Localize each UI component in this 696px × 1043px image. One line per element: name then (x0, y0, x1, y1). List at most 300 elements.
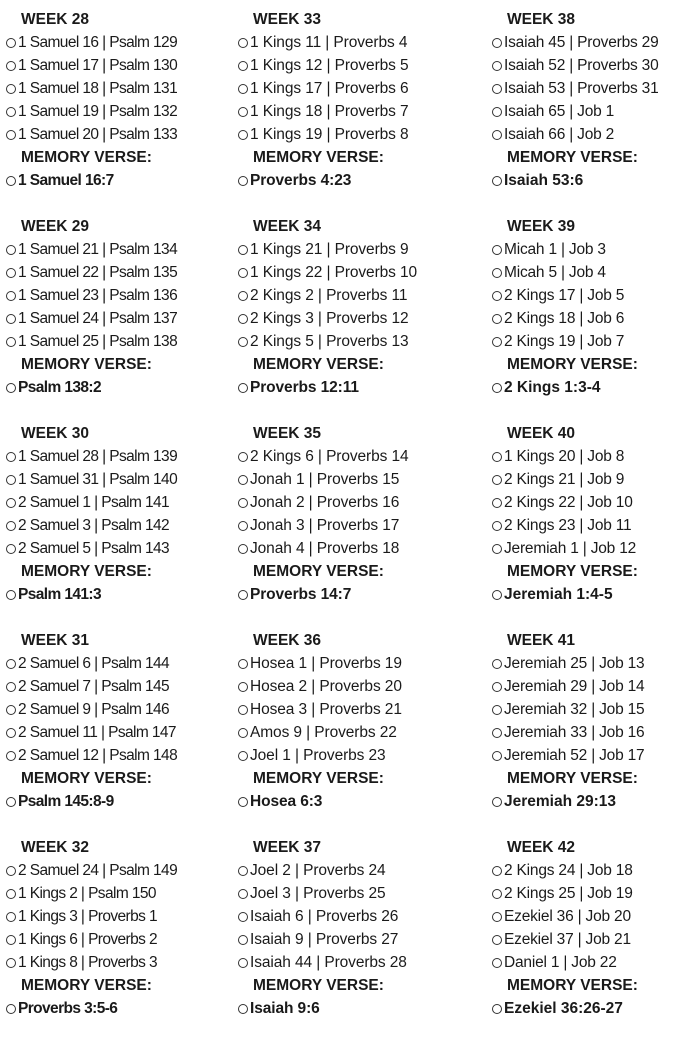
memory-verse-label: MEMORY VERSE: (21, 149, 152, 166)
memory-verse-label: MEMORY VERSE: (253, 563, 384, 580)
reading-row (238, 123, 488, 146)
reading-checkbox-circle-icon[interactable] (6, 935, 16, 945)
reading-row (238, 330, 488, 353)
memory-verse-row (6, 997, 234, 1020)
reading-checkbox-circle-icon[interactable] (6, 866, 16, 876)
reading-text: 2 Kings 19 | Job 7 (504, 333, 625, 350)
reading-text: Jeremiah 33 | Job 16 (504, 724, 645, 741)
reading-text: 1 Samuel 24 | Psalm 137 (18, 310, 178, 327)
reading-row (6, 307, 234, 330)
reading-row (6, 54, 234, 77)
memory-verse-row (492, 169, 696, 192)
week-title: WEEK 41 (507, 632, 576, 649)
reading-text: Ezekiel 36 | Job 20 (504, 908, 631, 925)
reading-text: 1 Kings 6 | Proverbs 2 (18, 931, 158, 948)
reading-row (6, 698, 234, 721)
reading-checkbox-circle-icon[interactable] (492, 682, 502, 692)
reading-checkbox-circle-icon[interactable] (238, 337, 248, 347)
memory-verse-reference: Proverbs 14:7 (250, 586, 352, 603)
reading-checkbox-circle-icon[interactable] (6, 498, 16, 508)
week-title: WEEK 42 (507, 839, 576, 856)
week-block (6, 215, 234, 422)
week-title: WEEK 37 (253, 839, 322, 856)
memory-verse-checkbox-circle-icon[interactable] (238, 590, 248, 600)
memory-verse-checkbox-circle-icon[interactable] (492, 590, 502, 600)
reading-checkbox-circle-icon[interactable] (6, 544, 16, 554)
reading-text: Isaiah 66 | Job 2 (504, 126, 615, 143)
column-2 (238, 8, 488, 1043)
memory-verse-row (238, 583, 488, 606)
reading-checkbox-circle-icon[interactable] (238, 544, 248, 554)
reading-checkbox-circle-icon[interactable] (6, 84, 16, 94)
reading-row (238, 238, 488, 261)
reading-checkbox-circle-icon[interactable] (492, 751, 502, 761)
reading-row (238, 54, 488, 77)
reading-checkbox-circle-icon[interactable] (238, 751, 248, 761)
reading-text: 2 Kings 2 | Proverbs 11 (250, 287, 408, 304)
reading-row (238, 882, 488, 905)
reading-text: 2 Kings 18 | Job 6 (504, 310, 625, 327)
reading-checkbox-circle-icon[interactable] (6, 130, 16, 140)
reading-row (492, 307, 696, 330)
reading-text: Amos 9 | Proverbs 22 (250, 724, 397, 741)
reading-checkbox-circle-icon[interactable] (492, 107, 502, 117)
reading-checkbox-circle-icon[interactable] (6, 452, 16, 462)
reading-checkbox-circle-icon[interactable] (6, 61, 16, 71)
reading-row (492, 675, 696, 698)
reading-text: 1 Kings 2 | Psalm 150 (18, 885, 156, 902)
reading-row (6, 721, 234, 744)
reading-text: 2 Kings 22 | Job 10 (504, 494, 633, 511)
week-title: WEEK 32 (21, 839, 90, 856)
reading-row (492, 445, 696, 468)
reading-row (6, 491, 234, 514)
memory-verse-label: MEMORY VERSE: (253, 149, 384, 166)
reading-checkbox-circle-icon[interactable] (238, 889, 248, 899)
reading-text: Micah 5 | Job 4 (504, 264, 606, 281)
reading-checkbox-circle-icon[interactable] (492, 866, 502, 876)
memory-verse-reference: Ezekiel 36:26-27 (504, 1000, 623, 1017)
reading-text: Joel 2 | Proverbs 24 (250, 862, 386, 879)
reading-row (492, 859, 696, 882)
reading-text: 1 Samuel 22 | Psalm 135 (18, 264, 178, 281)
week-title: WEEK 38 (507, 11, 576, 28)
reading-text: 2 Samuel 5 | Psalm 143 (18, 540, 170, 557)
reading-checkbox-circle-icon[interactable] (6, 912, 16, 922)
reading-checkbox-circle-icon[interactable] (238, 866, 248, 876)
reading-row (238, 744, 488, 767)
reading-text: 1 Samuel 20 | Psalm 133 (18, 126, 178, 143)
week-block (492, 836, 696, 1043)
memory-verse-checkbox-circle-icon[interactable] (6, 797, 16, 807)
reading-row (238, 698, 488, 721)
reading-text: 1 Samuel 19 | Psalm 132 (18, 103, 178, 120)
memory-verse-row (238, 169, 488, 192)
reading-checkbox-circle-icon[interactable] (492, 291, 502, 301)
reading-row (6, 284, 234, 307)
reading-text: 2 Samuel 3 | Psalm 142 (18, 517, 170, 534)
reading-row (238, 445, 488, 468)
week-block (6, 422, 234, 629)
memory-verse-reference: Proverbs 4:23 (250, 172, 352, 189)
reading-checkbox-circle-icon[interactable] (238, 475, 248, 485)
reading-row (238, 77, 488, 100)
memory-verse-row (6, 169, 234, 192)
week-title: WEEK 36 (253, 632, 322, 649)
reading-checkbox-circle-icon[interactable] (238, 291, 248, 301)
reading-checkbox-circle-icon[interactable] (238, 38, 248, 48)
reading-checkbox-circle-icon[interactable] (6, 705, 16, 715)
reading-row (6, 445, 234, 468)
reading-checkbox-circle-icon[interactable] (492, 130, 502, 140)
reading-text: Jeremiah 52 | Job 17 (504, 747, 645, 764)
reading-text: Isaiah 9 | Proverbs 27 (250, 931, 399, 948)
reading-row (492, 31, 696, 54)
reading-checkbox-circle-icon[interactable] (492, 935, 502, 945)
reading-checkbox-circle-icon[interactable] (492, 84, 502, 94)
reading-text: Isaiah 52 | Proverbs 30 (504, 57, 659, 74)
reading-checkbox-circle-icon[interactable] (6, 245, 16, 255)
reading-checkbox-circle-icon[interactable] (238, 314, 248, 324)
reading-checkbox-circle-icon[interactable] (6, 314, 16, 324)
memory-verse-row (238, 376, 488, 399)
reading-text: Joel 1 | Proverbs 23 (250, 747, 386, 764)
reading-row (6, 537, 234, 560)
memory-verse-checkbox-circle-icon[interactable] (238, 1004, 248, 1014)
week-title: WEEK 35 (253, 425, 322, 442)
reading-checkbox-circle-icon[interactable] (492, 705, 502, 715)
reading-text: Isaiah 53 | Proverbs 31 (504, 80, 659, 97)
reading-text: Jonah 1 | Proverbs 15 (250, 471, 400, 488)
reading-checkbox-circle-icon[interactable] (6, 268, 16, 278)
week-block (492, 629, 696, 836)
memory-verse-checkbox-circle-icon[interactable] (492, 1004, 502, 1014)
week-block (238, 422, 488, 629)
memory-verse-reference: Jeremiah 1:4-5 (504, 586, 613, 603)
reading-row (238, 859, 488, 882)
reading-checkbox-circle-icon[interactable] (492, 544, 502, 554)
reading-text: Ezekiel 37 | Job 21 (504, 931, 631, 948)
reading-text: 1 Kings 11 | Proverbs 4 (250, 34, 408, 51)
reading-row (6, 330, 234, 353)
memory-verse-label: MEMORY VERSE: (253, 977, 384, 994)
reading-row (238, 675, 488, 698)
reading-checkbox-circle-icon[interactable] (238, 705, 248, 715)
reading-row (238, 951, 488, 974)
reading-text: 1 Kings 21 | Proverbs 9 (250, 241, 409, 258)
reading-checkbox-circle-icon[interactable] (6, 889, 16, 899)
reading-checkbox-circle-icon[interactable] (6, 291, 16, 301)
reading-checkbox-circle-icon[interactable] (238, 498, 248, 508)
memory-verse-label: MEMORY VERSE: (253, 770, 384, 787)
reading-checkbox-circle-icon[interactable] (6, 958, 16, 968)
memory-verse-row (238, 790, 488, 813)
reading-text: Jeremiah 1 | Job 12 (504, 540, 637, 557)
reading-text: 1 Samuel 21 | Psalm 134 (18, 241, 178, 258)
reading-row (492, 468, 696, 491)
reading-text: 2 Kings 21 | Job 9 (504, 471, 625, 488)
memory-verse-label: MEMORY VERSE: (21, 356, 152, 373)
reading-text: 1 Samuel 17 | Psalm 130 (18, 57, 178, 74)
memory-verse-reference: Psalm 141:3 (18, 586, 102, 603)
reading-row (238, 468, 488, 491)
column-3 (492, 8, 696, 1043)
reading-text: 2 Samuel 7 | Psalm 145 (18, 678, 170, 695)
reading-checkbox-circle-icon[interactable] (238, 659, 248, 669)
reading-text: 2 Kings 6 | Proverbs 14 (250, 448, 409, 465)
reading-checkbox-circle-icon[interactable] (238, 728, 248, 738)
reading-checkbox-circle-icon[interactable] (238, 682, 248, 692)
reading-text: 1 Samuel 23 | Psalm 136 (18, 287, 178, 304)
reading-row (238, 307, 488, 330)
reading-text: 2 Kings 24 | Job 18 (504, 862, 633, 879)
memory-verse-row (238, 997, 488, 1020)
reading-text: Hosea 2 | Proverbs 20 (250, 678, 402, 695)
reading-text: 2 Samuel 9 | Psalm 146 (18, 701, 170, 718)
reading-text: 1 Kings 20 | Job 8 (504, 448, 625, 465)
memory-verse-row (6, 583, 234, 606)
reading-row (492, 284, 696, 307)
reading-text: Jeremiah 25 | Job 13 (504, 655, 645, 672)
week-title: WEEK 28 (21, 11, 90, 28)
reading-row (6, 514, 234, 537)
week-block (238, 629, 488, 836)
reading-checkbox-circle-icon[interactable] (238, 452, 248, 462)
week-block (492, 422, 696, 629)
reading-checkbox-circle-icon[interactable] (6, 475, 16, 485)
reading-row (6, 77, 234, 100)
memory-verse-reference: Proverbs 3:5-6 (18, 1000, 118, 1017)
reading-checkbox-circle-icon[interactable] (492, 521, 502, 531)
memory-verse-checkbox-circle-icon[interactable] (238, 383, 248, 393)
reading-checkbox-circle-icon[interactable] (492, 452, 502, 462)
reading-checkbox-circle-icon[interactable] (6, 107, 16, 117)
memory-verse-reference: 1 Samuel 16:7 (18, 172, 114, 189)
memory-verse-reference: Psalm 138:2 (18, 379, 102, 396)
column-1 (6, 8, 234, 1043)
reading-row (6, 859, 234, 882)
reading-text: 2 Kings 3 | Proverbs 12 (250, 310, 409, 327)
reading-row (238, 100, 488, 123)
reading-row (6, 468, 234, 491)
reading-text: 2 Samuel 12 | Psalm 148 (18, 747, 178, 764)
reading-text: 1 Kings 12 | Proverbs 5 (250, 57, 409, 74)
reading-row (492, 537, 696, 560)
reading-row (492, 905, 696, 928)
reading-row (238, 514, 488, 537)
reading-checkbox-circle-icon[interactable] (492, 498, 502, 508)
reading-row (6, 123, 234, 146)
memory-verse-label: MEMORY VERSE: (21, 977, 152, 994)
reading-text: 2 Kings 5 | Proverbs 13 (250, 333, 409, 350)
memory-verse-checkbox-circle-icon[interactable] (492, 383, 502, 393)
reading-text: Jonah 4 | Proverbs 18 (250, 540, 400, 557)
reading-text: 1 Kings 19 | Proverbs 8 (250, 126, 409, 143)
reading-row (6, 744, 234, 767)
reading-text: 2 Samuel 1 | Psalm 141 (18, 494, 170, 511)
reading-row (6, 100, 234, 123)
reading-checkbox-circle-icon[interactable] (492, 61, 502, 71)
reading-checkbox-circle-icon[interactable] (6, 38, 16, 48)
reading-row (238, 491, 488, 514)
reading-checkbox-circle-icon[interactable] (238, 107, 248, 117)
week-block (6, 8, 234, 215)
reading-row (238, 652, 488, 675)
reading-text: 1 Samuel 31 | Psalm 140 (18, 471, 178, 488)
reading-row (492, 54, 696, 77)
reading-row (238, 905, 488, 928)
reading-checkbox-circle-icon[interactable] (238, 245, 248, 255)
reading-row (6, 951, 234, 974)
reading-row (6, 905, 234, 928)
memory-verse-checkbox-circle-icon[interactable] (6, 383, 16, 393)
reading-text: Isaiah 6 | Proverbs 26 (250, 908, 399, 925)
reading-checkbox-circle-icon[interactable] (238, 521, 248, 531)
reading-checkbox-circle-icon[interactable] (238, 61, 248, 71)
reading-checkbox-circle-icon[interactable] (238, 130, 248, 140)
week-block (238, 215, 488, 422)
reading-text: Isaiah 65 | Job 1 (504, 103, 615, 120)
week-title: WEEK 31 (21, 632, 90, 649)
reading-text: 1 Samuel 18 | Psalm 131 (18, 80, 178, 97)
memory-verse-label: MEMORY VERSE: (21, 770, 152, 787)
reading-checkbox-circle-icon[interactable] (492, 659, 502, 669)
week-block (6, 629, 234, 836)
week-title: WEEK 39 (507, 218, 576, 235)
memory-verse-row (492, 376, 696, 399)
reading-row (492, 123, 696, 146)
reading-row (492, 721, 696, 744)
week-block (6, 836, 234, 1043)
reading-text: Isaiah 44 | Proverbs 28 (250, 954, 407, 971)
reading-text: 2 Kings 17 | Job 5 (504, 287, 625, 304)
reading-row (492, 330, 696, 353)
week-title: WEEK 40 (507, 425, 576, 442)
memory-verse-checkbox-circle-icon[interactable] (492, 797, 502, 807)
reading-text: 1 Kings 8 | Proverbs 3 (18, 954, 158, 971)
memory-verse-checkbox-circle-icon[interactable] (238, 176, 248, 186)
memory-verse-row (492, 790, 696, 813)
reading-text: 1 Kings 17 | Proverbs 6 (250, 80, 409, 97)
memory-verse-reference: Hosea 6:3 (250, 793, 323, 810)
reading-row (238, 284, 488, 307)
reading-checkbox-circle-icon[interactable] (6, 337, 16, 347)
reading-checkbox-circle-icon[interactable] (238, 912, 248, 922)
reading-row (492, 514, 696, 537)
reading-checkbox-circle-icon[interactable] (6, 751, 16, 761)
reading-text: 1 Samuel 28 | Psalm 139 (18, 448, 178, 465)
memory-verse-checkbox-circle-icon[interactable] (6, 590, 16, 600)
memory-verse-row (492, 583, 696, 606)
reading-checkbox-circle-icon[interactable] (492, 245, 502, 255)
memory-verse-checkbox-circle-icon[interactable] (6, 176, 16, 186)
reading-row (492, 951, 696, 974)
memory-verse-label: MEMORY VERSE: (507, 149, 638, 166)
memory-verse-label: MEMORY VERSE: (507, 356, 638, 373)
reading-text: Hosea 3 | Proverbs 21 (250, 701, 402, 718)
reading-row (492, 928, 696, 951)
week-title: WEEK 34 (253, 218, 322, 235)
reading-checkbox-circle-icon[interactable] (492, 337, 502, 347)
reading-text: 2 Samuel 24 | Psalm 149 (18, 862, 178, 879)
reading-checkbox-circle-icon[interactable] (238, 935, 248, 945)
reading-row (238, 537, 488, 560)
reading-row (6, 31, 234, 54)
reading-checkbox-circle-icon[interactable] (6, 521, 16, 531)
memory-verse-reference: 2 Kings 1:3-4 (504, 379, 601, 396)
reading-text: 2 Samuel 6 | Psalm 144 (18, 655, 170, 672)
reading-checkbox-circle-icon[interactable] (492, 475, 502, 485)
memory-verse-reference: Psalm 145:8-9 (18, 793, 114, 810)
memory-verse-row (6, 376, 234, 399)
memory-verse-reference: Jeremiah 29:13 (504, 793, 617, 810)
memory-verse-label: MEMORY VERSE: (507, 977, 638, 994)
reading-checkbox-circle-icon[interactable] (238, 268, 248, 278)
memory-verse-label: MEMORY VERSE: (507, 563, 638, 580)
reading-row (6, 261, 234, 284)
memory-verse-label: MEMORY VERSE: (21, 563, 152, 580)
memory-verse-checkbox-circle-icon[interactable] (6, 1004, 16, 1014)
reading-text: Hosea 1 | Proverbs 19 (250, 655, 402, 672)
memory-verse-checkbox-circle-icon[interactable] (492, 176, 502, 186)
reading-row (6, 652, 234, 675)
memory-verse-reference: Isaiah 9:6 (250, 1000, 320, 1017)
memory-verse-reference: Proverbs 12:11 (250, 379, 359, 396)
reading-checkbox-circle-icon[interactable] (6, 659, 16, 669)
memory-verse-row (492, 997, 696, 1020)
week-block (238, 836, 488, 1043)
reading-checkbox-circle-icon[interactable] (492, 889, 502, 899)
reading-text: Isaiah 45 | Proverbs 29 (504, 34, 659, 51)
reading-text: Jonah 2 | Proverbs 16 (250, 494, 400, 511)
reading-checkbox-circle-icon[interactable] (238, 84, 248, 94)
reading-checkbox-circle-icon[interactable] (492, 912, 502, 922)
reading-row (492, 261, 696, 284)
reading-row (492, 100, 696, 123)
reading-checkbox-circle-icon[interactable] (492, 958, 502, 968)
reading-row (6, 882, 234, 905)
week-block (238, 8, 488, 215)
reading-row (492, 882, 696, 905)
reading-text: 1 Samuel 16 | Psalm 129 (18, 34, 178, 51)
reading-row (492, 77, 696, 100)
reading-checkbox-circle-icon[interactable] (492, 314, 502, 324)
reading-text: Daniel 1 | Job 22 (504, 954, 617, 971)
reading-text: 1 Kings 22 | Proverbs 10 (250, 264, 418, 281)
reading-checkbox-circle-icon[interactable] (492, 268, 502, 278)
reading-row (492, 744, 696, 767)
reading-checkbox-circle-icon[interactable] (6, 728, 16, 738)
reading-checkbox-circle-icon[interactable] (6, 682, 16, 692)
reading-text: 2 Kings 23 | Job 11 (504, 517, 632, 534)
reading-row (492, 652, 696, 675)
reading-row (492, 238, 696, 261)
reading-row (6, 928, 234, 951)
reading-checkbox-circle-icon[interactable] (492, 728, 502, 738)
reading-checkbox-circle-icon[interactable] (492, 38, 502, 48)
reading-text: 1 Samuel 25 | Psalm 138 (18, 333, 178, 350)
memory-verse-row (6, 790, 234, 813)
memory-verse-reference: Isaiah 53:6 (504, 172, 584, 189)
reading-text: Jonah 3 | Proverbs 17 (250, 517, 400, 534)
reading-checkbox-circle-icon[interactable] (238, 958, 248, 968)
memory-verse-checkbox-circle-icon[interactable] (238, 797, 248, 807)
reading-row (238, 261, 488, 284)
week-title: WEEK 30 (21, 425, 90, 442)
reading-row (6, 238, 234, 261)
reading-text: Jeremiah 29 | Job 14 (504, 678, 645, 695)
reading-row (492, 491, 696, 514)
